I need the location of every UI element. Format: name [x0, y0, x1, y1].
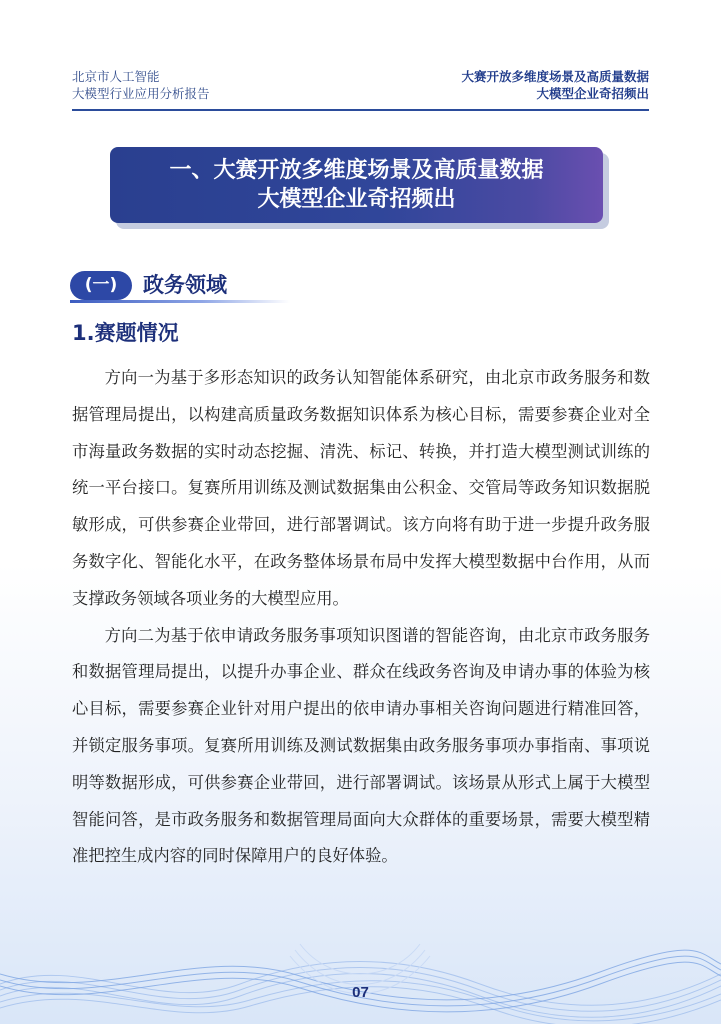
header-left-line1: 北京市人工智能 [72, 69, 160, 84]
header-divider [72, 109, 649, 111]
header-left-line2: 大模型行业应用分析报告 [72, 86, 210, 101]
decorative-wave-pattern [0, 914, 721, 1024]
paragraph: 方向一为基于多形态知识的政务认知智能体系研究，由北京市政务服务和数据管理局提出，以构建高质量政务数据知识体系为核心目标，需要参赛企业对全市海量政务数据的实时动态挖掘、清洗、标记、转换，并打造大模型测试训练的统一平台接口。复赛所用训练及测试数据集由公积金、交管局等政务知识数据脱敏形成，可供参赛企业带回，进行部署调试。该方向将有助于进一步提升政务服务数字化、智能化水平，在政务整体场景布局中发挥大模型数据中台作用，从而支撑政务领域各项业务的大模型应用。 [72, 368, 650, 608]
section-heading [70, 268, 290, 304]
subsection-heading: 1.赛题情况 [72, 321, 179, 345]
header-right-line2: 大模型企业奇招频出 [536, 86, 649, 101]
section-underline [70, 300, 290, 303]
page-number: 07 [352, 984, 369, 1001]
paragraph: 方向二为基于依申请政务服务事项知识图谱的智能咨询，由北京市政务服务和数据管理局提出，以提升办事企业、群众在线政务咨询及申请办事的体验为核心目标，需要参赛企业针对用户提出的依申请办事相关咨询问题进行精准回答，并锁定服务事项。复赛所用训练及测试数据集由政务服务事项办事指南、事项说明等数据形成，可供参赛企业带回，进行部署调试。该场景从形式上属于大模型智能问答，是市政务服务和数据管理局面向大众群体的重要场景，需要大模型精准把控生成内容的同时保障用户的良好体验。 [72, 625, 650, 866]
header-report-title [72, 68, 210, 102]
chapter-title-line2: 大模型企业奇招频出 [257, 187, 456, 212]
chapter-banner [110, 147, 603, 223]
body-text [72, 360, 650, 875]
section-number-badge: (一) [70, 271, 132, 300]
header-chapter-title [461, 68, 649, 102]
chapter-title-line1: 一、大赛开放多维度场景及高质量数据 [169, 158, 544, 183]
section-title: 政务领域 [143, 273, 227, 297]
page-header [72, 68, 649, 108]
header-right-line1: 大赛开放多维度场景及高质量数据 [461, 69, 649, 84]
